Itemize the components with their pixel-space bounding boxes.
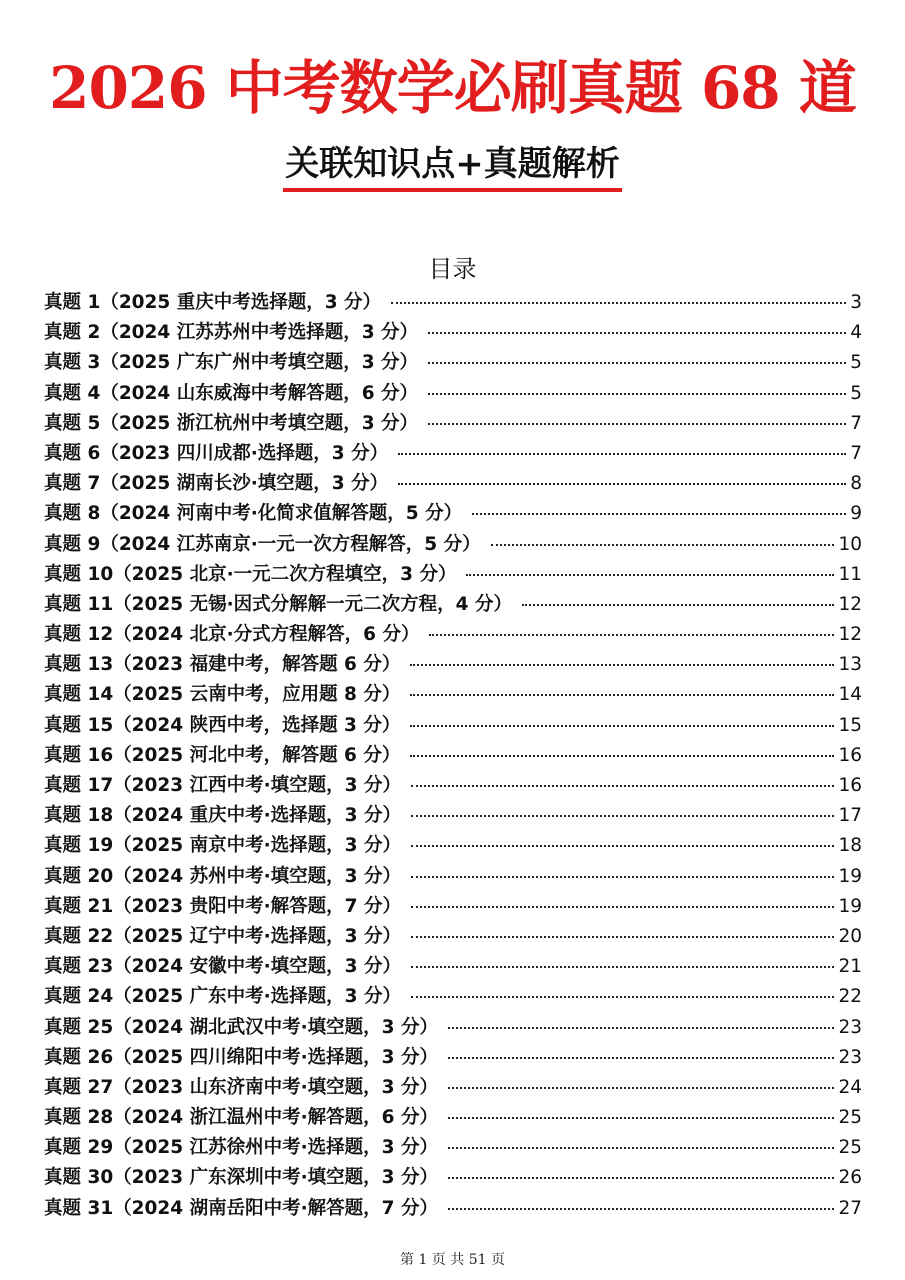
toc-entry-page-number: 4: [850, 322, 862, 344]
dot-leader: [491, 544, 835, 546]
dot-leader: [448, 1057, 834, 1059]
toc-heading: 目录: [428, 255, 477, 283]
toc-entry-page-number: 18: [838, 835, 862, 857]
toc-entry-label: 真题 2（2024 江苏苏州中考选择题，3 分）: [44, 322, 419, 344]
toc-entry-page-number: 21: [838, 956, 862, 978]
toc-entry-page-number: 25: [838, 1137, 862, 1159]
toc-entry-label: 真题 22（2025 辽宁中考·选择题，3 分）: [44, 925, 401, 947]
toc-entry[interactable]: [44, 1133, 862, 1163]
dot-leader: [410, 755, 834, 757]
toc-entry[interactable]: [44, 439, 862, 469]
toc-entry-page-number: 22: [838, 986, 862, 1008]
page-footer: 第 1 页 共 51 页: [400, 1252, 505, 1268]
toc-entry-page-number: 13: [838, 654, 862, 676]
dot-leader: [410, 694, 834, 696]
toc-entry-page-number: 19: [838, 895, 862, 917]
toc-entry[interactable]: [44, 620, 862, 650]
toc-entry[interactable]: [44, 1013, 862, 1043]
toc-entry-label: 真题 9（2024 江苏南京·一元一次方程解答，5 分）: [44, 533, 481, 555]
toc-entry-page-number: 5: [850, 352, 862, 374]
dot-leader: [428, 423, 846, 425]
toc-entry-label: 真题 6（2023 四川成都·选择题，3 分）: [44, 442, 389, 464]
toc-entry-page-number: 17: [838, 805, 862, 827]
toc-entry-page-number: 5: [850, 382, 862, 404]
toc-entry[interactable]: [44, 892, 862, 922]
toc-entry-label: 真题 28（2024 浙江温州中考·解答题，6 分）: [44, 1107, 438, 1129]
dot-leader: [522, 604, 834, 606]
toc-entry-label: 真题 29（2025 江苏徐州中考·选择题，3 分）: [44, 1137, 438, 1159]
toc-entry[interactable]: [44, 1163, 862, 1193]
dot-leader: [448, 1208, 834, 1210]
toc-entry-label: 真题 25（2024 湖北武汉中考·填空题，3 分）: [44, 1016, 438, 1038]
dot-leader: [448, 1147, 834, 1149]
dot-leader: [411, 906, 834, 908]
toc-entry-page-number: 7: [850, 412, 862, 434]
toc-entry-page-number: 11: [838, 563, 862, 585]
document-title: 2026 中考数学必刷真题 68 道: [49, 54, 856, 122]
toc-entry-label: 真题 8（2024 河南中考·化简求值解答题，5 分）: [44, 503, 463, 525]
toc-entry[interactable]: [44, 1103, 862, 1133]
toc-entry[interactable]: [44, 680, 862, 710]
toc-entry-page-number: 15: [838, 714, 862, 736]
dot-leader: [410, 664, 834, 666]
dot-leader: [411, 936, 834, 938]
toc-entry-label: 真题 16（2025 河北中考，解答题 6 分）: [44, 744, 401, 766]
toc-entry[interactable]: [44, 922, 862, 952]
toc-entry-page-number: 27: [838, 1197, 862, 1219]
toc-entry-label: 真题 18（2024 重庆中考·选择题，3 分）: [44, 805, 401, 827]
toc-entry-label: 真题 1（2025 重庆中考选择题，3 分）: [44, 292, 382, 313]
dot-leader: [466, 574, 834, 576]
toc-entry-label: 真题 12（2024 北京·分式方程解答，6 分）: [44, 624, 420, 646]
toc-entry[interactable]: [44, 1073, 862, 1103]
toc-entry-label: 真题 30（2023 广东深圳中考·填空题，3 分）: [44, 1167, 438, 1189]
toc-entry-page-number: 24: [838, 1076, 862, 1098]
toc-entry[interactable]: [44, 831, 862, 861]
table-of-contents: [44, 288, 862, 1224]
toc-entry-page-number: 3: [850, 292, 862, 313]
subtitle-container: [0, 140, 905, 192]
toc-entry-label: 真题 11（2025 无锡·因式分解解一元二次方程，4 分）: [44, 593, 512, 615]
toc-entry-page-number: 23: [838, 1016, 862, 1038]
toc-entry[interactable]: [44, 318, 862, 348]
toc-entry-page-number: 20: [838, 925, 862, 947]
toc-entry[interactable]: [44, 741, 862, 771]
dot-leader: [428, 332, 846, 334]
toc-entry[interactable]: [44, 499, 862, 529]
toc-entry-label: 真题 21（2023 贵阳中考·解答题，7 分）: [44, 895, 401, 917]
toc-entry-label: 真题 23（2024 安徽中考·填空题，3 分）: [44, 956, 401, 978]
toc-entry-page-number: 19: [838, 865, 862, 887]
toc-entry-page-number: 12: [838, 593, 862, 615]
toc-entry[interactable]: [44, 1194, 862, 1224]
toc-entry-label: 真题 3（2025 广东广州中考填空题，3 分）: [44, 352, 419, 374]
toc-entry-page-number: 23: [838, 1046, 862, 1068]
toc-entry-label: 真题 15（2024 陕西中考，选择题 3 分）: [44, 714, 401, 736]
toc-entry-label: 真题 31（2024 湖南岳阳中考·解答题，7 分）: [44, 1197, 438, 1219]
dot-leader: [411, 996, 834, 998]
toc-entry-page-number: 14: [838, 684, 862, 706]
toc-entry-label: 真题 10（2025 北京·一元二次方程填空，3 分）: [44, 563, 457, 585]
toc-entry[interactable]: [44, 288, 862, 318]
toc-entry-page-number: 9: [850, 503, 862, 525]
toc-entry[interactable]: [44, 530, 862, 560]
dot-leader: [472, 513, 846, 515]
dot-leader: [398, 483, 846, 485]
toc-entry-label: 真题 26（2025 四川绵阳中考·选择题，3 分）: [44, 1046, 438, 1068]
dot-leader: [428, 393, 846, 395]
toc-entry-label: 真题 5（2025 浙江杭州中考填空题，3 分）: [44, 412, 419, 434]
dot-leader: [411, 815, 834, 817]
toc-entry-label: 真题 7（2025 湖南长沙·填空题，3 分）: [44, 473, 389, 495]
toc-entry[interactable]: [44, 560, 862, 590]
toc-entry[interactable]: [44, 409, 862, 439]
dot-leader: [448, 1087, 834, 1089]
dot-leader: [448, 1027, 834, 1029]
dot-leader: [411, 845, 834, 847]
toc-entry-page-number: 7: [850, 442, 862, 464]
dot-leader: [448, 1117, 834, 1119]
dot-leader: [391, 302, 846, 304]
dot-leader: [411, 966, 834, 968]
toc-entry[interactable]: [44, 862, 862, 892]
toc-entry-label: 真题 14（2025 云南中考，应用题 8 分）: [44, 684, 401, 706]
toc-entry-page-number: 10: [838, 533, 862, 555]
toc-entry[interactable]: [44, 711, 862, 741]
toc-entry-page-number: 12: [838, 624, 862, 646]
toc-entry-label: 真题 27（2023 山东济南中考·填空题，3 分）: [44, 1076, 438, 1098]
toc-entry[interactable]: [44, 650, 862, 680]
dot-leader: [411, 876, 834, 878]
toc-entry-label: 真题 20（2024 苏州中考·填空题，3 分）: [44, 865, 401, 887]
dot-leader: [411, 785, 834, 787]
dot-leader: [410, 725, 834, 727]
toc-entry[interactable]: [44, 348, 862, 378]
toc-entry[interactable]: [44, 982, 862, 1012]
toc-entry[interactable]: [44, 771, 862, 801]
toc-entry-label: 真题 19（2025 南京中考·选择题，3 分）: [44, 835, 401, 857]
toc-entry-label: 真题 4（2024 山东威海中考解答题，6 分）: [44, 382, 419, 404]
dot-leader: [429, 634, 834, 636]
toc-entry-page-number: 8: [850, 473, 862, 495]
toc-entry[interactable]: [44, 952, 862, 982]
dot-leader: [428, 362, 846, 364]
dot-leader: [448, 1177, 834, 1179]
toc-entry-page-number: 16: [838, 775, 862, 796]
toc-entry[interactable]: [44, 1043, 862, 1073]
toc-entry[interactable]: [44, 590, 862, 620]
toc-entry-page-number: 26: [838, 1167, 862, 1189]
toc-entry-page-number: 16: [838, 744, 862, 766]
document-subtitle: 关联知识点+真题解析: [283, 140, 622, 192]
toc-entry-label: 真题 24（2025 广东中考·选择题，3 分）: [44, 986, 401, 1008]
toc-entry-page-number: 25: [838, 1107, 862, 1129]
toc-entry[interactable]: [44, 801, 862, 831]
toc-entry-label: 真题 17（2023 江西中考·填空题，3 分）: [44, 775, 401, 796]
toc-entry[interactable]: [44, 379, 862, 409]
toc-entry-label: 真题 13（2023 福建中考，解答题 6 分）: [44, 654, 401, 676]
dot-leader: [398, 453, 846, 455]
toc-entry[interactable]: [44, 469, 862, 499]
